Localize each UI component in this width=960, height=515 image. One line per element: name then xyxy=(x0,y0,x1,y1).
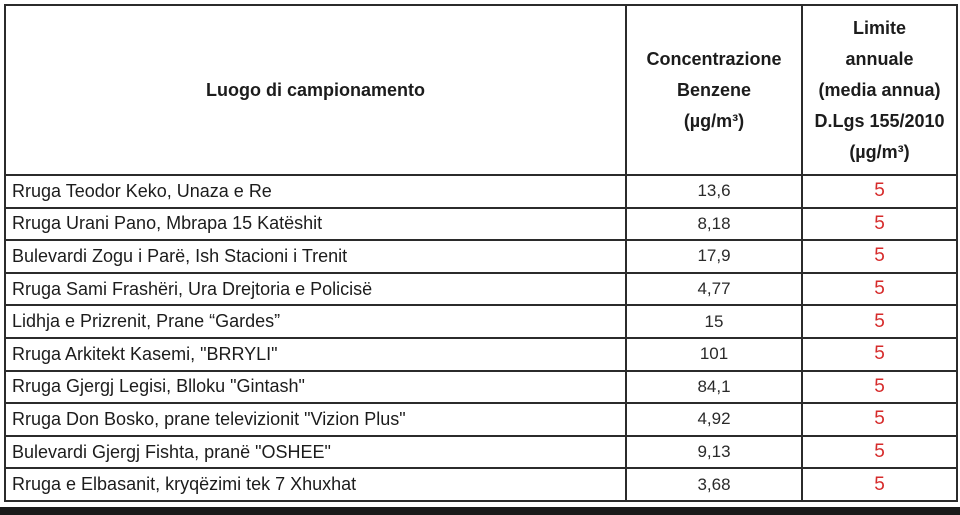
header-limit-line: annuale xyxy=(845,48,914,69)
concentration-cell: 4,77 xyxy=(626,273,802,306)
table-row xyxy=(5,240,957,273)
table-row xyxy=(5,338,957,371)
header-limit-line: Limite xyxy=(852,17,906,38)
header-concentration-line: Benzene xyxy=(676,79,752,100)
limit-cell: 5 xyxy=(802,338,957,371)
table-header-row xyxy=(5,5,957,175)
concentration-cell: 15 xyxy=(626,305,802,338)
concentration-cell: 3,68 xyxy=(626,468,802,501)
place-cell: Bulevardi Gjergj Fishta, pranë "OSHEE" xyxy=(5,436,626,469)
place-cell: Lidhja e Prizrenit, Prane “Gardes” xyxy=(5,305,626,338)
limit-cell: 5 xyxy=(802,305,957,338)
limit-cell: 5 xyxy=(802,240,957,273)
header-concentration-line: Concentrazione xyxy=(646,48,782,69)
header-concentration-line: (µg/m³) xyxy=(683,110,745,131)
concentration-cell: 9,13 xyxy=(626,436,802,469)
limit-cell: 5 xyxy=(802,436,957,469)
limit-cell: 5 xyxy=(802,403,957,436)
header-concentration xyxy=(626,5,802,175)
limit-cell: 5 xyxy=(802,371,957,404)
place-cell: Rruga Arkitekt Kasemi, "BRRYLI" xyxy=(5,338,626,371)
limit-cell: 5 xyxy=(802,468,957,501)
table-row xyxy=(5,273,957,306)
place-cell: Rruga Gjergj Legisi, Blloku "Gintash" xyxy=(5,371,626,404)
place-cell: Bulevardi Zogu i Parë, Ish Stacioni i Trenit xyxy=(5,240,626,273)
table-row xyxy=(5,468,957,501)
header-limit-line: (media annua) xyxy=(818,79,941,100)
concentration-cell: 84,1 xyxy=(626,371,802,404)
place-cell: Rruga Don Bosko, prane televizionit "Vizion Plus" xyxy=(5,403,626,436)
header-limit-line: (µg/m³) xyxy=(849,141,910,162)
header-place: Luogo di campionamento xyxy=(5,5,626,175)
header-limit xyxy=(802,5,957,175)
place-cell: Rruga Teodor Keko, Unaza e Re xyxy=(5,175,626,208)
header-limit-line: D.Lgs 155/2010 xyxy=(814,110,945,131)
concentration-cell: 17,9 xyxy=(626,240,802,273)
concentration-cell: 13,6 xyxy=(626,175,802,208)
concentration-cell: 101 xyxy=(626,338,802,371)
table-row xyxy=(5,371,957,404)
concentration-cell: 4,92 xyxy=(626,403,802,436)
table-row xyxy=(5,305,957,338)
bottom-border-bar xyxy=(0,507,960,515)
table-row xyxy=(5,175,957,208)
place-cell: Rruga e Elbasanit, kryqëzimi tek 7 Xhuxhat xyxy=(5,468,626,501)
concentration-cell: 8,18 xyxy=(626,208,802,241)
limit-cell: 5 xyxy=(802,208,957,241)
benzene-table xyxy=(4,4,958,502)
table-row xyxy=(5,208,957,241)
table-row xyxy=(5,436,957,469)
place-cell: Rruga Sami Frashëri, Ura Drejtoria e Policisë xyxy=(5,273,626,306)
place-cell: Rruga Urani Pano, Mbrapa 15 Katëshit xyxy=(5,208,626,241)
limit-cell: 5 xyxy=(802,175,957,208)
table-row xyxy=(5,403,957,436)
limit-cell: 5 xyxy=(802,273,957,306)
